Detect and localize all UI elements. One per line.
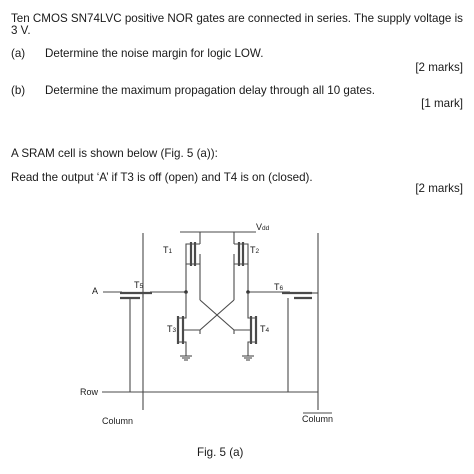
t6-label: T6 <box>274 282 284 292</box>
ground-icon-right <box>242 352 254 360</box>
part-b-text: Determine the maximum propagation delay through all 10 gates. <box>45 84 375 97</box>
row-label: Row <box>80 387 99 397</box>
question-intro-line1: Ten CMOS SN74LVC positive NOR gates are connected in series. The supply voltage is <box>11 12 463 25</box>
question-intro-line2: 3 V. <box>11 24 31 37</box>
part-a-marks: [2 marks] <box>415 61 463 74</box>
t3-label: T3 <box>167 324 177 334</box>
t5-label: T5 <box>134 280 144 290</box>
transistor-t5 <box>103 292 152 298</box>
column-left-label: Column <box>102 416 134 426</box>
sram-intro: A SRAM cell is shown below (Fig. 5 (a)): <box>11 147 218 160</box>
part-a-text: Determine the noise margin for logic LOW. <box>45 47 264 60</box>
part-b-marks: [1 mark] <box>421 97 463 110</box>
transistor-t6 <box>282 293 318 298</box>
part-a-label: (a) <box>11 47 26 60</box>
t4-label: T4 <box>260 324 270 334</box>
t2-label: T2 <box>250 245 260 255</box>
transistor-t3 <box>178 292 200 352</box>
transistor-t1 <box>186 242 200 266</box>
transistor-t4 <box>234 292 256 352</box>
vdd-label: Vdd <box>256 222 270 232</box>
transistor-t2 <box>234 242 248 266</box>
sram-question: Read the output ‘A’ if T3 is off (open) and T4 is on (closed). <box>11 171 313 184</box>
ground-icon-left <box>180 352 192 360</box>
t1-label: T1 <box>163 245 173 255</box>
sram-marks: [2 marks] <box>415 182 463 195</box>
node-a-label: A <box>92 286 99 296</box>
part-b-label: (b) <box>11 84 26 97</box>
figure-caption: Fig. 5 (a) <box>197 446 244 459</box>
column-right-label: Column <box>302 414 334 424</box>
